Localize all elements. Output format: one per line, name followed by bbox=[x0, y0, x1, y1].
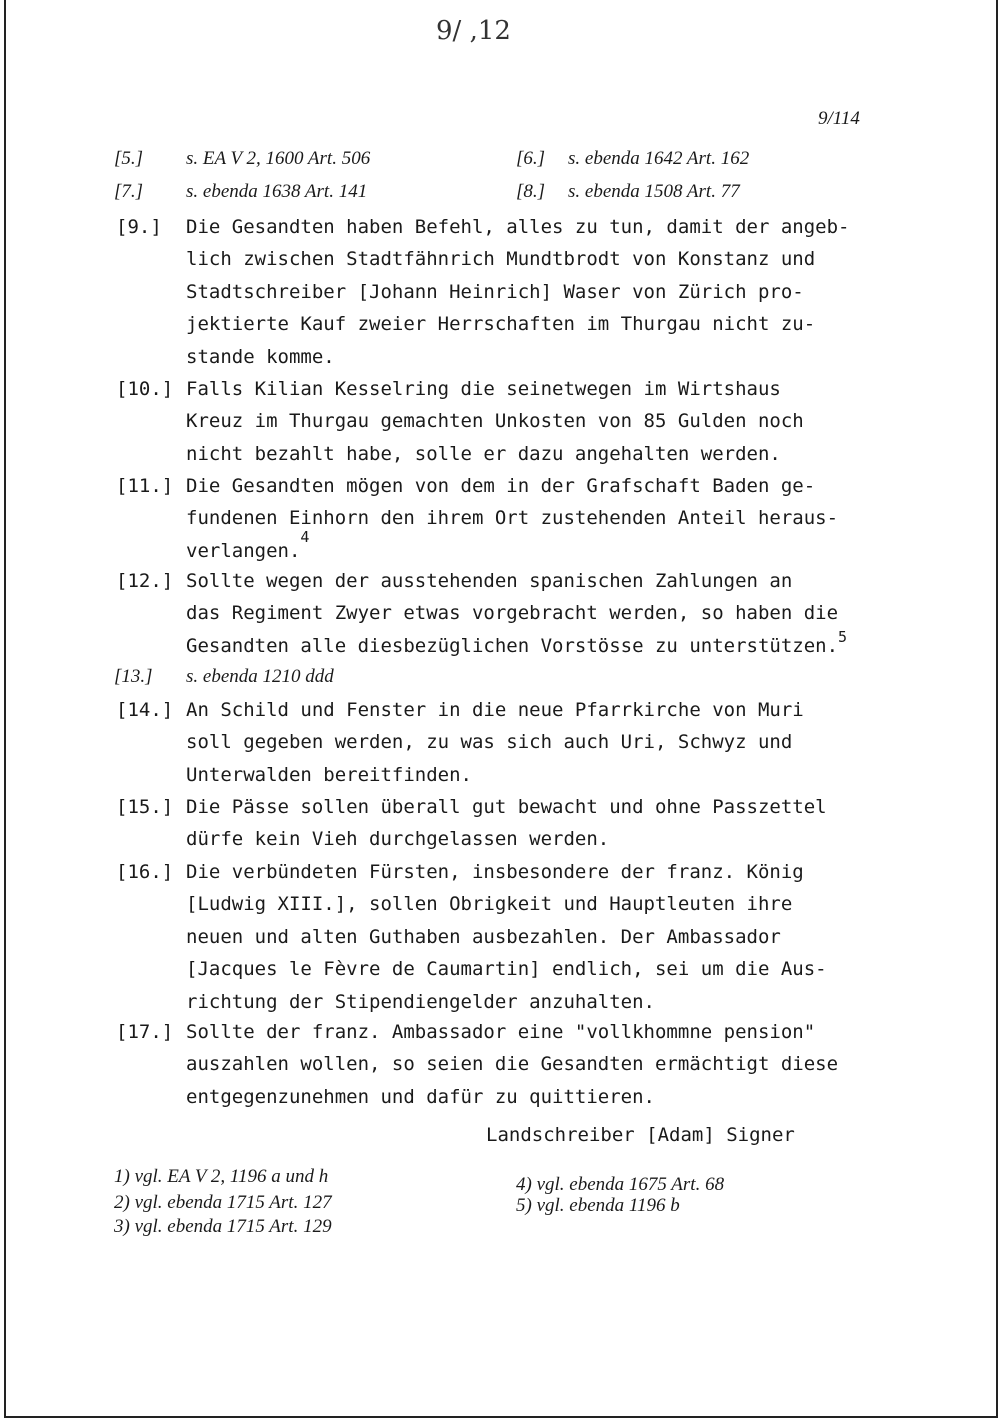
text-line: entgegenzunehmen und dafür zu quittieren. bbox=[186, 1085, 655, 1108]
text-line: Die Gesandten haben Befehl, alles zu tun, damit der angeb- bbox=[186, 216, 850, 238]
footnote: 4) vgl. ebenda 1675 Art. 68 bbox=[516, 1174, 725, 1195]
text-line: das Regiment Zwyer etwas vorgebracht werden, so haben die bbox=[186, 602, 839, 625]
text-line: Die Gesandten mögen von dem in der Grafschaft Baden ge- bbox=[186, 475, 816, 497]
text-line: lich zwischen Stadtfähnrich Mundtbrodt von Konstanz und bbox=[186, 248, 816, 271]
item-16-body bbox=[186, 856, 827, 1018]
item-14-body bbox=[186, 694, 804, 791]
item-number: [13.] bbox=[114, 666, 153, 687]
handwritten-note: 9/ ,12 bbox=[436, 16, 511, 46]
item-number: [15.] bbox=[116, 796, 174, 818]
item-17-body bbox=[186, 1016, 838, 1113]
text-line: Sollte der franz. Ambassador eine "vollkhommne pension" bbox=[186, 1021, 816, 1043]
text-line: stande komme. bbox=[186, 345, 335, 368]
signature: Landschreiber [Adam] Signer bbox=[486, 1124, 795, 1146]
text-line: nicht bezahlt habe, solle er dazu angehalten werden. bbox=[186, 442, 781, 465]
footnote-mark: 5 bbox=[838, 627, 848, 646]
ref-text: s. ebenda 1638 Art. 141 bbox=[186, 181, 368, 202]
text-line: jektierte Kauf zweier Herrschaften im Thurgau nicht zu- bbox=[186, 313, 816, 336]
footnote-mark: 4 bbox=[300, 527, 310, 546]
ref-num: [6.] bbox=[516, 148, 546, 169]
text-line bbox=[186, 627, 848, 662]
text-line: An Schild und Fenster in die neue Pfarrkirche von Muri bbox=[186, 699, 804, 721]
item-10-body bbox=[186, 373, 804, 470]
text-line: Die Pässe sollen überall gut bewacht und ohne Passzettel bbox=[186, 796, 827, 818]
text-segment: Gesandten alle diesbezüglichen Vorstösse zu unterstützen. bbox=[186, 634, 839, 657]
ref-num: [7.] bbox=[114, 181, 144, 202]
text-line: Stadtschreiber [Johann Heinrich] Waser von Zürich pro- bbox=[186, 280, 804, 303]
footnote: 1) vgl. EA V 2, 1196 a und h bbox=[114, 1166, 329, 1187]
page-number: 9/114 bbox=[818, 108, 860, 129]
text-line: neuen und alten Guthaben ausbezahlen. Der Ambassador bbox=[186, 925, 781, 948]
item-number: [17.] bbox=[116, 1021, 174, 1043]
footnote: 5) vgl. ebenda 1196 b bbox=[516, 1195, 680, 1216]
text-line: [Jacques le Fèvre de Caumartin] endlich, sei um die Aus- bbox=[186, 958, 827, 981]
item-11-body bbox=[186, 470, 838, 567]
item-number: [12.] bbox=[116, 570, 174, 592]
footnote: 2) vgl. ebenda 1715 Art. 127 bbox=[114, 1192, 332, 1213]
item-number: [9.] bbox=[116, 216, 162, 238]
item-9-body bbox=[186, 211, 849, 373]
text-line: Falls Kilian Kesselring die seinetwegen im Wirtshaus bbox=[186, 378, 781, 400]
text-line: richtung der Stipendiengelder anzuhalten. bbox=[186, 990, 655, 1013]
item-number: [11.] bbox=[116, 475, 174, 497]
ref-num: [5.] bbox=[114, 148, 144, 169]
ref-text: s. ebenda 1508 Art. 77 bbox=[568, 181, 740, 202]
text-line: auszahlen wollen, so seien die Gesandten ermächtigt diese bbox=[186, 1053, 839, 1076]
text-line: Unterwalden bereitfinden. bbox=[186, 763, 472, 786]
ref-text: s. ebenda 1210 ddd bbox=[186, 666, 334, 687]
item-12-body bbox=[186, 565, 847, 662]
text-line: Kreuz im Thurgau gemachten Unkosten von 85 Gulden noch bbox=[186, 410, 804, 433]
ref-text: s. ebenda 1642 Art. 162 bbox=[568, 148, 750, 169]
text-line: fundenen Einhorn den ihrem Ort zustehenden Anteil heraus- bbox=[186, 507, 839, 530]
text-line: Sollte wegen der ausstehenden spanischen Zahlungen an bbox=[186, 570, 793, 592]
text-segment: verlangen. bbox=[186, 539, 301, 562]
text-line bbox=[186, 527, 838, 567]
footnote: 3) vgl. ebenda 1715 Art. 129 bbox=[114, 1216, 332, 1237]
text-line: dürfe kein Vieh durchgelassen werden. bbox=[186, 828, 610, 851]
text-line: soll gegeben werden, zu was sich auch Uri, Schwyz und bbox=[186, 731, 793, 754]
ref-text: s. EA V 2, 1600 Art. 506 bbox=[186, 148, 371, 169]
item-number: [10.] bbox=[116, 378, 174, 400]
ref-num: [8.] bbox=[516, 181, 546, 202]
text-line: [Ludwig XIII.], sollen Obrigkeit und Hauptleuten ihre bbox=[186, 893, 793, 916]
item-15-body bbox=[186, 791, 827, 856]
item-number: [16.] bbox=[116, 861, 174, 883]
item-number: [14.] bbox=[116, 699, 174, 721]
text-line: Die verbündeten Fürsten, insbesondere der franz. König bbox=[186, 861, 804, 883]
